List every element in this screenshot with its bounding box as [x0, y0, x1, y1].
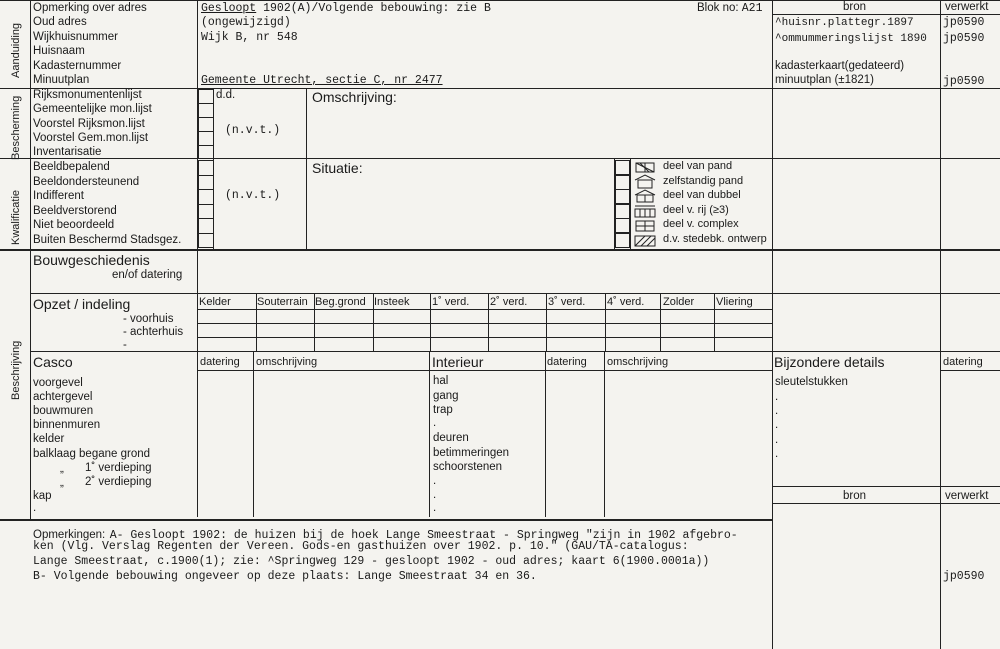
interieur-item-dot1: .	[433, 417, 437, 429]
bescherming-label-2: Gemeentelijke mon.lijst	[33, 103, 152, 115]
label-oud-adres: Oud adres	[33, 16, 87, 28]
stedebk-ontwerp-icon	[635, 236, 655, 246]
bouwgeschiedenis-sub: en/of datering	[112, 269, 183, 281]
kwalificatie-checkbox-5[interactable]	[198, 218, 214, 234]
situatie-heading: Situatie:	[312, 160, 363, 176]
side-label-kwalificatie: Kwalificatie	[10, 189, 22, 245]
label-huisnaam: Huisnaam	[33, 45, 85, 57]
deel-v-rij-icon	[635, 206, 655, 217]
omschrijving-heading: Omschrijving:	[312, 89, 397, 105]
casco-omschrijving-header: omschrijving	[256, 356, 318, 368]
casco-item-kelder: kelder	[33, 433, 65, 445]
situatie-checkbox-1[interactable]	[615, 160, 630, 175]
kwalificatie-checkbox-1[interactable]	[198, 160, 214, 176]
opzet-row-blank: -	[123, 339, 127, 351]
bijzondere-datering-header: datering	[943, 356, 983, 368]
casco-item-voorgevel: voorgevel	[33, 377, 83, 389]
opzet-col-kelder: Kelder	[199, 296, 231, 308]
situatie-option-1: deel van pand	[663, 160, 733, 172]
bijzondere-bron-header: bron	[843, 490, 867, 502]
interieur-item-betimmeringen: betimmeringen	[433, 447, 510, 459]
bijzondere-item-sleutelstukken: sleutelstukken	[775, 376, 848, 388]
interieur-item-deuren: deuren	[433, 432, 469, 444]
bescherming-label-4: Voorstel Gem.mon.lijst	[33, 132, 149, 144]
casco-item-verd2: 2˚ verdieping	[85, 476, 152, 488]
kwalificatie-nvt: (n.v.t.)	[225, 189, 281, 202]
interieur-item-dot4: .	[433, 502, 437, 514]
situatie-checkbox-5[interactable]	[615, 218, 630, 233]
bijzondere-item-dot3: .	[775, 419, 779, 431]
kwalificatie-label-1: Beeldbepalend	[33, 161, 110, 173]
label-kadasternummer: Kadasternummer	[33, 60, 122, 72]
casco-item-achtergevel: achtergevel	[33, 391, 93, 403]
casco-item-kap: kap	[33, 490, 52, 502]
opmerkingen-line-4: B- Volgende bebouwing ongeveer op deze plaats: Lange Smeestraat 34 en 36.	[33, 570, 537, 583]
verwerkt-entry-1: jp0590	[943, 16, 985, 29]
blok-no: Blok no: A21	[697, 2, 763, 15]
situatie-checkbox-4[interactable]	[615, 204, 630, 219]
casco-ditto-2: „	[60, 477, 64, 489]
casco-ditto-1: „	[60, 463, 64, 475]
situatie-checkbox-2[interactable]	[615, 175, 630, 190]
kwalificatie-label-3: Indifferent	[33, 190, 84, 202]
casco-heading: Casco	[33, 354, 73, 370]
zelfstandig-pand-icon	[635, 175, 655, 188]
bescherming-label-1: Rijksmonumentenlijst	[33, 89, 142, 101]
bron-entry-4: minuutplan (±1821)	[775, 74, 875, 86]
opmerkingen-verwerkt: jp0590	[943, 570, 985, 583]
casco-datering-header: datering	[200, 356, 240, 368]
interieur-item-gang: gang	[433, 390, 459, 402]
situatie-option-4: deel v. rij (≥3)	[663, 204, 729, 216]
kwalificatie-label-6: Buiten Beschermd Stadsgez.	[33, 234, 182, 246]
dd-label: d.d.	[216, 89, 236, 101]
opzet-col-4-verd: 4˚ verd.	[607, 296, 645, 308]
bijzondere-item-dot2: .	[775, 405, 779, 417]
kwalificatie-label-5: Niet beoordeeld	[33, 219, 115, 231]
bescherming-checkbox-5[interactable]	[198, 145, 214, 159]
situatie-option-6: d.v. stedebk. ontwerp	[663, 233, 767, 245]
casco-item-binnenmuren: binnenmuren	[33, 419, 101, 431]
bron-entry-2: ^ommummeringslijst 1890	[775, 33, 927, 45]
casco-item-verd1: 1˚ verdieping	[85, 462, 152, 474]
opmerkingen-line-1: Opmerkingen: A- Gesloopt 1902: de huizen bij de hoek Lange Smeestraat - Springweg "zijn in 1902 afgebro-	[33, 529, 738, 542]
value-opmerking-adres: Gesloopt 1902(A)/Volgende bebouwing: zie B	[201, 2, 491, 15]
label-wijkhuisnummer: Wijkhuisnummer	[33, 31, 118, 43]
opzet-row-achterhuis: - achterhuis	[123, 326, 184, 338]
opzet-col-2-verd: 2˚ verd.	[490, 296, 528, 308]
situatie-checkbox-3[interactable]	[615, 189, 630, 204]
opzet-row-voorhuis: - voorhuis	[123, 313, 174, 325]
interieur-datering-header: datering	[547, 356, 587, 368]
kwalificatie-label-4: Beeldverstorend	[33, 205, 117, 217]
opzet-heading: Opzet / indeling	[33, 296, 131, 312]
interieur-item-hal: hal	[433, 375, 449, 387]
opzet-col-1-verd: 1˚ verd.	[432, 296, 470, 308]
bijzondere-item-dot5: .	[775, 448, 779, 460]
deel-v-complex-icon	[636, 221, 654, 231]
side-label-aanduiding: Aanduiding	[10, 22, 22, 78]
bijzondere-item-dot1: .	[775, 391, 779, 403]
bouwgeschiedenis-heading: Bouwgeschiedenis	[33, 252, 150, 268]
opzet-col-beg-grond: Beg.grond	[315, 296, 366, 308]
opzet-col-zolder: Zolder	[663, 296, 695, 308]
verwerkt-header: verwerkt	[945, 1, 989, 13]
opzet-col-vliering: Vliering	[716, 296, 753, 308]
verwerkt-entry-4: jp0590	[943, 75, 985, 88]
kwalificatie-checkbox-6[interactable]	[198, 233, 214, 248]
deel-van-dubbel-icon	[635, 190, 655, 202]
bijzondere-heading: Bijzondere details	[774, 354, 885, 370]
situatie-option-5: deel v. complex	[663, 218, 739, 230]
bescherming-label-3: Voorstel Rijksmon.lijst	[33, 118, 145, 130]
opmerkingen-line-3: Lange Smeestraat, c.1900(1); zie: ^Springweg 129 - gesloopt 1902 - oud adres; kaart 6(1900.0001a))	[33, 555, 710, 568]
side-label-beschrijving: Beschrijving	[10, 340, 22, 400]
value-wijkhuisnummer: Wijk B, nr 548	[201, 31, 298, 44]
casco-item-balklaag: balklaag begane grond	[33, 448, 151, 460]
opzet-col-3-verd: 3˚ verd.	[548, 296, 586, 308]
interieur-omschrijving-header: omschrijving	[607, 356, 669, 368]
building-icons	[632, 159, 660, 249]
label-minuutplan: Minuutplan	[33, 74, 90, 86]
interieur-item-schoorstenen: schoorstenen	[433, 461, 503, 473]
situatie-option-2: zelfstandig pand	[663, 175, 744, 187]
bijzondere-verwerkt-header: verwerkt	[945, 490, 989, 502]
value-minuutplan: Gemeente Utrecht, sectie C, nr 2477	[201, 74, 443, 87]
verwerkt-entry-2: jp0590	[943, 32, 985, 45]
casco-item-bouwmuren: bouwmuren	[33, 405, 94, 417]
interieur-item-dot3: .	[433, 489, 437, 501]
situatie-checkbox-6[interactable]	[615, 233, 630, 248]
opzet-col-insteek: Insteek	[374, 296, 410, 308]
situatie-option-3: deel van dubbel	[663, 189, 741, 201]
bescherming-nvt: (n.v.t.)	[225, 124, 281, 137]
kwalificatie-checkbox-3[interactable]	[198, 189, 214, 205]
opmerkingen-line-2: ken (Vlg. Verslag Regenten der Vereen. Gods-en gasthuizen over 1902. p. 10." (GAU/TA-catalogus:	[33, 540, 689, 553]
casco-item-dot: .	[33, 502, 37, 514]
kwalificatie-label-2: Beeldondersteunend	[33, 176, 140, 188]
label-opmerking-adres: Opmerking over adres	[33, 2, 147, 14]
bijzondere-item-dot4: .	[775, 434, 779, 446]
side-label-bescherming: Bescherming	[10, 95, 22, 160]
bron-entry-3: kadasterkaart(gedateerd)	[775, 60, 905, 72]
bron-entry-1: ^huisnr.plattegr.1897	[775, 17, 914, 29]
deel-van-pand-icon	[636, 163, 654, 172]
opzet-col-souterrain: Souterrain	[257, 296, 308, 308]
interieur-heading: Interieur	[432, 354, 484, 370]
interieur-item-trap: trap	[433, 404, 453, 416]
bron-header: bron	[843, 1, 867, 13]
value-oud-adres: (ongewijzigd)	[201, 16, 291, 29]
bescherming-label-5: Inventarisatie	[33, 146, 102, 158]
interieur-item-dot2: .	[433, 475, 437, 487]
